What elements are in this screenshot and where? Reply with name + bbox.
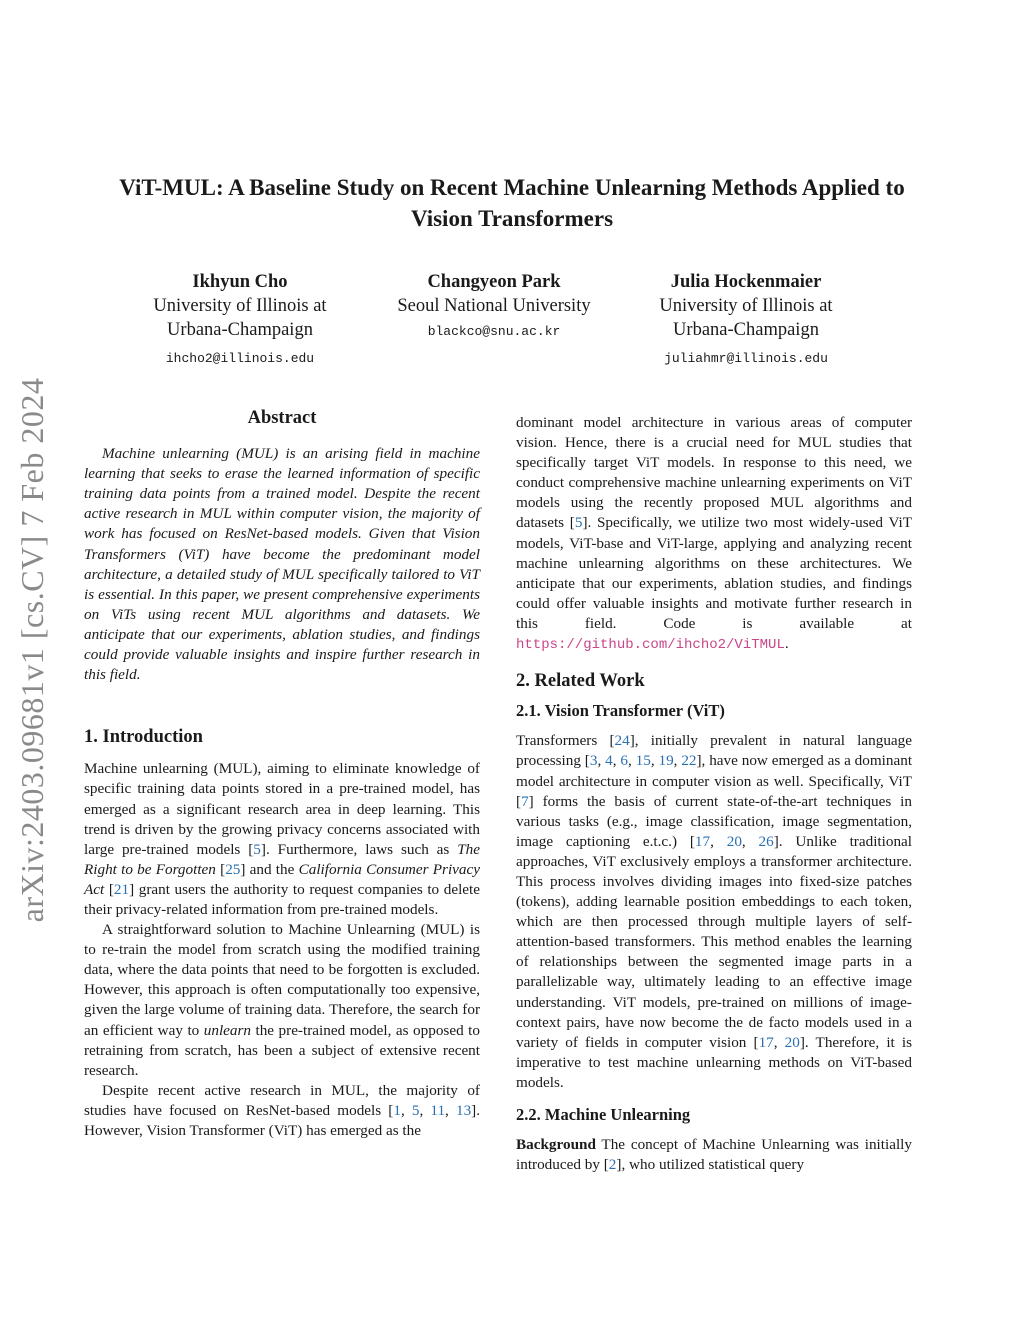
author-email: blackco@snu.ac.kr	[427, 324, 561, 339]
author-affiliation: Urbana-Champaign	[167, 320, 313, 340]
abstract-text: Machine unlearning (MUL) is an arising field in machine learning that seeks to erase the learned information of specific training data points from a trained model. Despite the recent active research in MUL within computer vision, the majority of work has focused on ResNet-based models. Given that Vision Transformers (ViT) have become the predominant model architecture, a detailed study of MUL specifically tailored to ViT is essential. In this paper, we present comprehensive experiments on ViTs using recent MUL algorithms and datasets. We anticipate that our experiments, ablation studies, and findings could provide valuable insights and inspire further research in this field.	[84, 445, 480, 684]
title-line-2: Vision Transformers	[410, 206, 614, 231]
citation-link[interactable]: 3	[589, 752, 598, 770]
citation-link[interactable]: 20	[784, 1033, 800, 1051]
section-heading-related-work: 2. Related Work	[516, 671, 645, 692]
author-affiliation: Seoul National University	[397, 296, 591, 316]
subsection-heading-machine-unlearning: 2.2. Machine Unlearning	[516, 1105, 691, 1124]
citation-link[interactable]: 1	[393, 1101, 401, 1119]
author-name: Changyeon Park	[427, 272, 561, 292]
intro-continuation: dominant model architecture in various areas of computer vision. Hence, there is a crucial need for MUL studies that specifically target ViT models. In response to this need, we conduct comprehensive machine unlearning experiments on ViT models using the recently proposed MUL algorithms and datasets [5]. Specifically, we utilize two most widely-used ViT models, ViT-base and ViT-large, applying and analyzing recent machine unlearning algorithms on these architectures. We anticipate that our experiments, ablation studies, and findings could offer valuable insights and motivate further research in this field. Code is available at https://github.com/ihcho2/ViTMUL.	[516, 414, 912, 654]
vit-paragraph: Transformers [24], initially prevalent in natural language processing [3, 4, 6, 15, 19, 22], have now emerged as a dominant model architecture in computer vision as well. Specifically, ViT [7] forms the basis of current state-of-the-art techniques in various tasks (e.g., image classification, image segmentation, image captioning e.t.c.) [17, 20, 26]. Unlike traditional approaches, ViT exclusively employs a transformer architecture. This process involves dividing images into fixed-size patches (tokens), adding learnable position embeddings to each token, which are then processed through multiple layers of self-attention-based transformers. This method enables the learning of relationships between the segmented image parts in a parallelizable way, ultimately leading to an effective image understanding. ViT models, pre-trained on millions of image-context pairs, have now become the de facto models used in a variety of fields in computer vision [17, 20]. Therefore, it is imperative to test machine unlearning methods on ViT-based models.	[516, 732, 913, 1091]
citation-link[interactable]: 24	[614, 732, 630, 750]
citation-link[interactable]: 22	[681, 752, 697, 770]
author-email: ihcho2@illinois.edu	[165, 351, 315, 366]
author-name: Julia Hockenmaier	[670, 272, 822, 292]
section-heading-introduction: 1. Introduction	[84, 727, 203, 748]
intro-paragraph-1: Machine unlearning (MUL), aiming to eliminate knowledge of specific training data points stored in a pre-trained model, has emerged as a significant research area in deep learning. This trend is driven by the growing privacy concerns associated with large pre-trained models [5]. Furthermore, laws such as The Right to be Forgotten [25] and the California Consumer Privacy Act [21] grant users the authority to request companies to delete their privacy-related information from pre-trained models.	[84, 760, 481, 918]
citation-link[interactable]: 25	[225, 860, 241, 878]
citation-link[interactable]: 4	[605, 752, 613, 770]
citation-link[interactable]: 6	[620, 752, 628, 770]
citation-link[interactable]: 21	[113, 880, 130, 898]
arxiv-identifier: arXiv:2403.09681v1 [cs.CV] 7 Feb 2024	[14, 377, 50, 923]
code-repository-link[interactable]: https://github.com/ihcho2/ViTMUL	[516, 637, 785, 654]
left-column	[84, 408, 480, 1141]
author-block	[110, 270, 370, 371]
right-column	[516, 413, 912, 1175]
citation-link[interactable]: 5	[253, 840, 261, 858]
citation-link[interactable]: 11	[430, 1101, 446, 1119]
citation-link[interactable]: 17	[758, 1033, 774, 1051]
citation-link[interactable]: 15	[635, 752, 651, 770]
background-label: Background	[516, 1136, 596, 1154]
intro-paragraph-2: A straightforward solution to Machine Unlearning (MUL) is to re-train the model from scratch using the modified training data, where the data points that need to be forgotten is excluded. However, this approach is often computationally too expensive, given the large volume of training data. Therefore, the search for an efficient way to unlearn the pre-trained model, as opposed to retraining from scratch, has been a subject of extensive recent research.	[84, 921, 480, 1079]
author-affiliation: University of Illinois at	[659, 296, 833, 316]
subsection-heading-vit: 2.1. Vision Transformer (ViT)	[516, 701, 725, 721]
citation-link[interactable]: 17	[694, 832, 711, 850]
citation-link[interactable]: 13	[455, 1101, 472, 1119]
title-line-1: ViT-MUL: A Baseline Study on Recent Machine Unlearning Methods Applied to	[119, 175, 905, 200]
citation-link[interactable]: 20	[726, 832, 742, 850]
author-block	[616, 270, 876, 371]
background-paragraph: Background The concept of Machine Unlearning was initially introduced by [2], who utilized statistical query	[516, 1136, 912, 1174]
citation-link[interactable]: 19	[658, 752, 674, 770]
author-affiliation: University of Illinois at	[153, 296, 327, 316]
author-block	[364, 270, 624, 344]
author-name: Ikhyun Cho	[192, 272, 288, 292]
paper-title	[60, 172, 964, 234]
citation-link[interactable]: 26	[758, 832, 774, 850]
citation-link[interactable]: 7	[521, 792, 529, 810]
author-affiliation: Urbana-Champaign	[673, 320, 819, 340]
citation-link[interactable]: 5	[411, 1101, 420, 1119]
abstract-heading: Abstract	[247, 408, 317, 428]
citation-link[interactable]: 5	[574, 514, 583, 532]
citation-link[interactable]: 2	[608, 1156, 617, 1174]
author-email: juliahmr@illinois.edu	[664, 351, 828, 366]
intro-paragraph-3: Despite recent active research in MUL, the majority of studies have focused on ResNet-based models [1, 5, 11, 13]. However, Vision Transformer (ViT) has emerged as the	[84, 1081, 481, 1139]
